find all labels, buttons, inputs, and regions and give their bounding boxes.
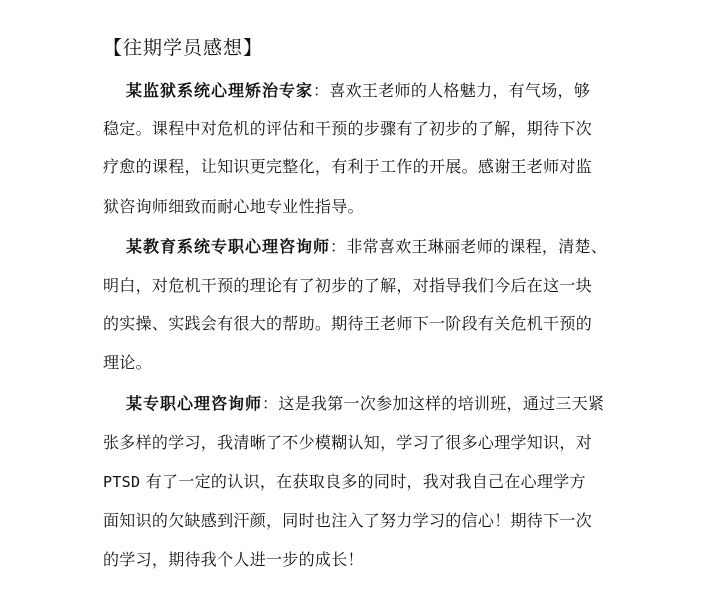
testimonial-3-speaker: 某专职心理咨询师 bbox=[126, 394, 263, 413]
testimonial-3-separator: ： bbox=[262, 394, 279, 413]
testimonial-1-separator: ： bbox=[313, 81, 330, 100]
testimonial-3-line-1 bbox=[126, 393, 604, 415]
testimonial-2-speaker: 某教育系统专职心理咨询师 bbox=[126, 237, 331, 256]
testimonial-2-first-line: 非常喜欢王琳丽老师的课程，清楚、 bbox=[346, 237, 608, 256]
testimonial-3-line-3 bbox=[103, 471, 586, 493]
section-heading: 【往期学员感想】 bbox=[103, 37, 264, 59]
testimonial-2-separator: ： bbox=[330, 237, 347, 256]
testimonial-2-line-2: 明白，对危机干预的理论有了初步的了解，对指导我们今后在这一块 bbox=[103, 276, 593, 295]
testimonial-1-speaker: 某监狱系统心理矫治专家 bbox=[126, 81, 314, 100]
testimonial-2-line-1 bbox=[126, 236, 607, 258]
testimonial-2-line-3: 的实操、实践会有很大的帮助。期待王老师下一阶段有关危机干预的 bbox=[103, 314, 593, 333]
testimonial-1-first-line: 喜欢王老师的人格魅力，有气场，够 bbox=[329, 81, 591, 100]
testimonial-3-line-5: 的学习，期待我个人进一步的成长！ bbox=[103, 550, 364, 569]
testimonial-1-line-4: 狱咨询师细致而耐心地专业性指导。 bbox=[103, 197, 364, 216]
testimonial-3-first-line: 这是我第一次参加这样的培训班，通过三天紧 bbox=[278, 394, 605, 413]
testimonial-3-line-4: 面知识的欠缺感到汗颜，同时也注入了努力学习的信心！期待下一次 bbox=[103, 511, 593, 530]
testimonial-1-line-2: 稳定。课程中对危机的评估和干预的步骤有了初步的了解，期待下次 bbox=[103, 119, 593, 138]
testimonial-3-line-2: 张多样的学习，我清晰了不少模糊认知，学习了很多心理学知识，对 bbox=[103, 433, 593, 452]
testimonial-3-line-3-rest: 有了一定的认识，在获取良多的同时，我对我自己在心理学方 bbox=[140, 472, 586, 491]
testimonial-1-line-3: 疗愈的课程，让知识更完整化，有利于工作的开展。感谢王老师对监 bbox=[103, 157, 593, 176]
testimonial-2-line-4: 理论。 bbox=[103, 353, 152, 372]
ptsd-term: PTSD bbox=[103, 473, 141, 491]
testimonial-1-line-1 bbox=[126, 80, 590, 102]
